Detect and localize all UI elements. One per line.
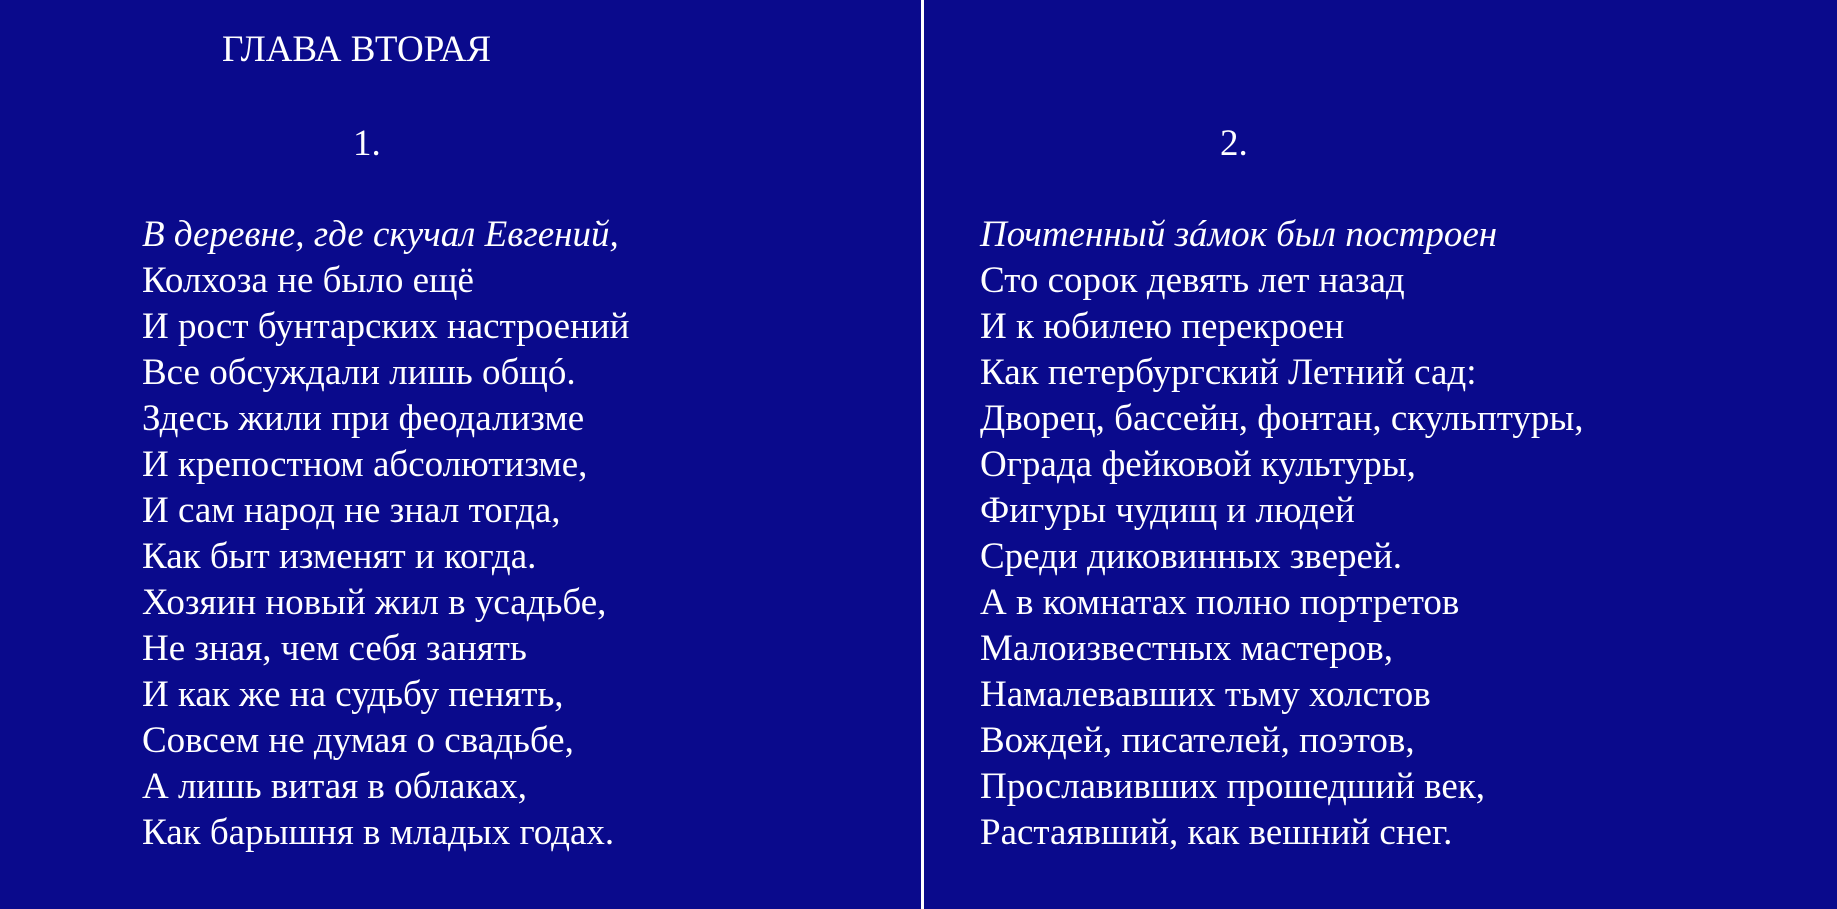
stanza-line: Все обсуждали лишь общó.	[142, 352, 576, 393]
right-page	[924, 0, 1837, 909]
stanza-line: В деревне, где скучал Евгений,	[142, 214, 619, 255]
stanza-line: Ограда фейковой культуры,	[980, 444, 1416, 485]
stanza-number-2: 2.	[1220, 123, 1248, 164]
stanza-line: А в комнатах полно портретов	[980, 582, 1460, 623]
stanza-line: Прославивших прошедший век,	[980, 766, 1486, 807]
stanza-line: И как же на судьбу пенять,	[142, 674, 564, 715]
stanza-2	[980, 212, 1584, 856]
stanza-line: И крепостном абсолютизме,	[142, 444, 588, 485]
stanza-number-1: 1.	[353, 123, 381, 164]
chapter-title: ГЛАВА ВТОРАЯ	[222, 29, 492, 70]
stanza-line: Как барышня в младых годах.	[142, 812, 615, 853]
stanza-line: И к юбилею перекроен	[980, 306, 1345, 347]
stanza-line: Намалевавших тьму холстов	[980, 674, 1431, 715]
stanza-1	[142, 212, 630, 856]
stanza-line: Среди диковинных зверей.	[980, 536, 1402, 577]
stanza-line: Совсем не думая о свадьбе,	[142, 720, 574, 761]
stanza-line: А лишь витая в облаках,	[142, 766, 528, 807]
stanza-line: Здесь жили при феодализме	[142, 398, 585, 439]
stanza-line: Колхоза не было ещё	[142, 260, 474, 301]
stanza-line: И сам народ не знал тогда,	[142, 490, 561, 531]
stanza-line: Сто сорок девять лет назад	[980, 260, 1405, 301]
stanza-line: Как быт изменят и когда.	[142, 536, 537, 577]
stanza-line: Вождей, писателей, поэтов,	[980, 720, 1415, 761]
stanza-line: Малоизвестных мастеров,	[980, 628, 1393, 669]
stanza-line: Фигуры чудищ и людей	[980, 490, 1355, 531]
stanza-line: Как петербургский Летний сад:	[980, 352, 1477, 393]
stanza-line: Дворец, бассейн, фонтан, скульптуры,	[980, 398, 1584, 439]
stanza-line: Не зная, чем себя занять	[142, 628, 527, 669]
stanza-line: И рост бунтарских настроений	[142, 306, 630, 347]
stanza-line: Хозяин новый жил в усадьбе,	[142, 582, 607, 623]
stanza-line: Почтенный зáмок был построен	[980, 214, 1498, 255]
stanza-line: Растаявший, как вешний снег.	[980, 812, 1453, 853]
